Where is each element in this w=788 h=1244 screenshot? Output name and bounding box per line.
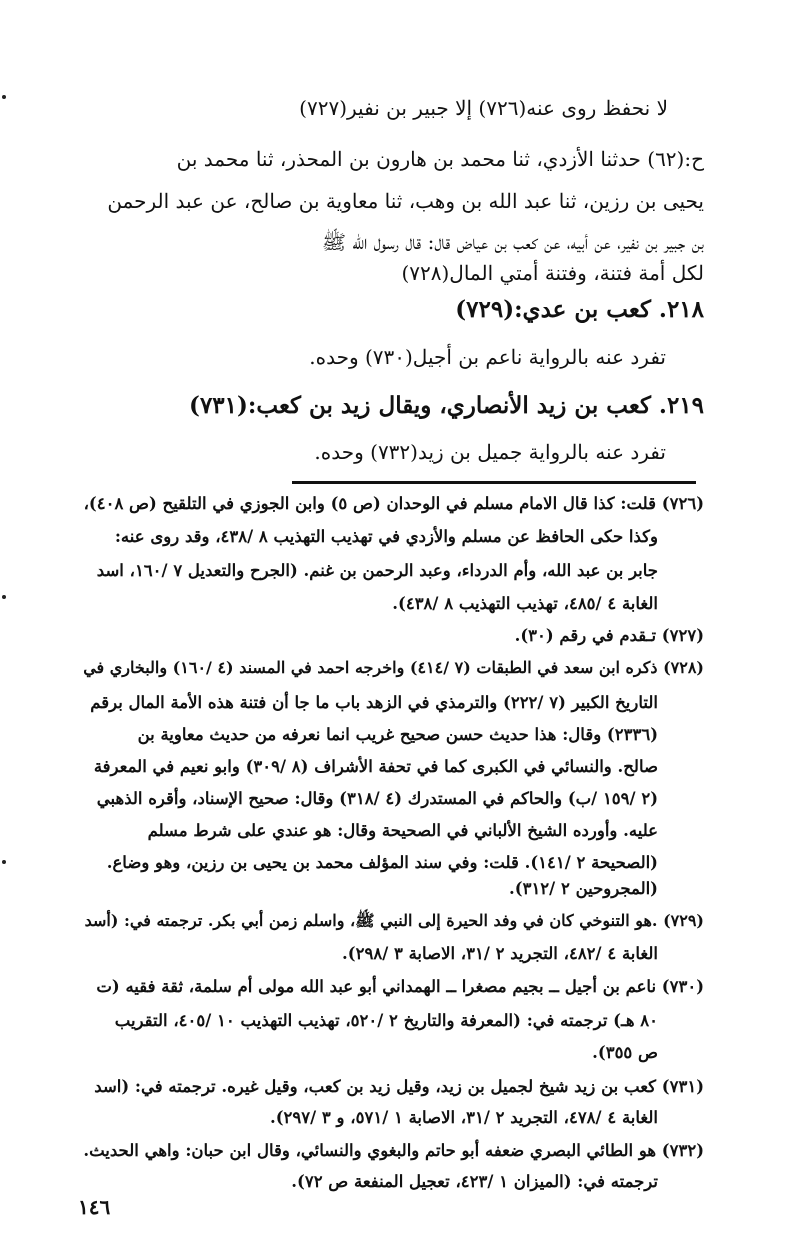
- footnote-line: صالح. والنسائي في الكبرى كما في تحفة الأشراف (٨ /٣٠٩) وابو نعيم في المعرفة: [93, 757, 658, 776]
- main-line: ح:(٦٢) حدثنا الأزدي، ثنا محمد بن هارون بن المحذر، ثنا محمد بن: [176, 147, 704, 171]
- footnote-line: (المجروحين ٢ /٣١٢).: [509, 879, 658, 898]
- entry-text: تفرد عنه بالرواية ناعم بن أجيل(٧٣٠) وحده.: [309, 345, 666, 369]
- footnote-line: (٧٢٧) تـقدم في رقم (٣٠).: [514, 626, 704, 645]
- main-line: لكل أمة فتنة، وفتنة أمتي المال(٧٢٨): [401, 261, 704, 285]
- footnote-line: (٧٢٦) قلت: كذا قال الامام مسلم في الوحدان (ص ٥) وابن الجوزي في التلقيح (ص ٤٠٨)،: [83, 494, 704, 513]
- footnote-line: (٧٢٨) ذكره ابن سعد في الطبقات (٧ /٤١٤) واخرجه احمد في المسند (٤ /١٦٠) والبخاري في: [83, 658, 704, 677]
- footnote-line: (٢٣٣٦) وقال: هذا حديث حسن صحيح غريب انما نعرفه من حديث معاوية بن: [137, 725, 658, 744]
- footnote-line: ٨٠ هـ) ترجمته في: (المعرفة والتاريخ ٢ /٥٢٠، تهذيب التهذيب ١٠ /٤٠٥، التقريب: [114, 1011, 658, 1030]
- margin-dot: [2, 95, 6, 99]
- footnote-line: (الصحيحة ٢ /١٤١). قلت: وفي سند المؤلف محمد بن يحيى بن رزين، وهو وضاع.: [106, 853, 658, 872]
- footnote-line: عليه. وأورده الشيخ الألباني في الصحيحة وقال: هو عندي على شرط مسلم: [147, 821, 658, 840]
- footnote-line: جابر بن عبد الله، وأم الدرداء، وعبد الرحمن بن غنم. (الجرح والتعديل ٧ /١٦٠، اسد: [96, 561, 658, 580]
- footnote-divider: [292, 481, 696, 484]
- footnote-line: (٧٣١) كعب بن زيد شيخ لجميل بن زيد، وقيل زيد بن كعب، وقيل غيره. ترجمته في: (اسد: [94, 1077, 704, 1096]
- page-number: ١٤٦: [78, 1195, 111, 1219]
- footnote-line: ترجمته في: (الميزان ١ /٤٢٣، تعجيل المنفعة ص ٧٢).: [291, 1172, 658, 1191]
- footnote-line: الغابة ٤ /٤٧٨، التجريد ٢ /٣١، الاصابة ١ /٥٧١، و ٣ /٢٩٧).: [269, 1108, 658, 1127]
- entry-text: تفرد عنه بالرواية جميل بن زيد(٧٣٢) وحده.: [314, 440, 666, 464]
- main-line: يحيى بن رزين، ثنا عبد الله بن وهب، ثنا معاوية بن صالح، عن عبد الرحمن: [107, 189, 704, 213]
- entry-heading: ٢١٨. كعب بن عدي:(٧٢٩): [455, 296, 704, 323]
- footnote-line: الغابة ٤ /٤٨٥، تهذيب التهذيب ٨ /٤٣٨).: [392, 594, 658, 613]
- main-line: لا نحفظ روى عنه(٧٢٦) إلا جبير بن نفير(٧٢٧): [299, 96, 668, 120]
- footnote-line: ص ٣٥٥).: [592, 1043, 658, 1062]
- entry-heading: ٢١٩. كعب بن زيد الأنصاري، ويقال زيد بن كعب:(٧٣١): [189, 392, 704, 419]
- margin-dot: [2, 860, 6, 864]
- footnote-line: (٢ /١٥٩ /ب) والحاكم في المستدرك (٤ /٣١٨) وقال: صحيح الإسناد، وأقره الذهبي: [96, 789, 658, 808]
- footnote-line: التاريخ الكبير (٧ /٢٢٢) والترمذي في الزهد باب ما جا أن فتنة هذه الأمة المال برقم: [90, 693, 658, 712]
- footnote-line: وكذا حكى الحافظ عن مسلم والأزدي في تهذيب التهذيب ٨ /٤٣٨، وقد روى عنه:: [114, 527, 658, 546]
- main-line: بن جبير بن نفير، عن أبيه، عن كعب بن عياض قال: قال رسول الله ﷺ: [321, 230, 704, 254]
- footnote-line: (٧٢٩) .هو التنوخي كان في وفد الحيرة إلى النبي ﷺ، واسلم زمن أبي بكر. ترجمته في: (أسد: [84, 911, 704, 930]
- footnote-line: (٧٣٢) هو الطائي البصري ضعفه أبو حاتم والبغوي والنسائي، وقال ابن حبان: واهي الحديث.: [83, 1141, 704, 1160]
- footnote-line: (٧٣٠) ناعم بن أجيل ــ بجيم مصغرا ــ الهمداني أبو عبد الله مولى أم سلمة، ثقة فقيه (ت: [96, 977, 704, 996]
- margin-dot: [2, 595, 6, 599]
- footnote-line: الغابة ٤ /٤٨٢، التجريد ٢ /٣١، الاصابة ٣ /٢٩٨).: [342, 944, 658, 963]
